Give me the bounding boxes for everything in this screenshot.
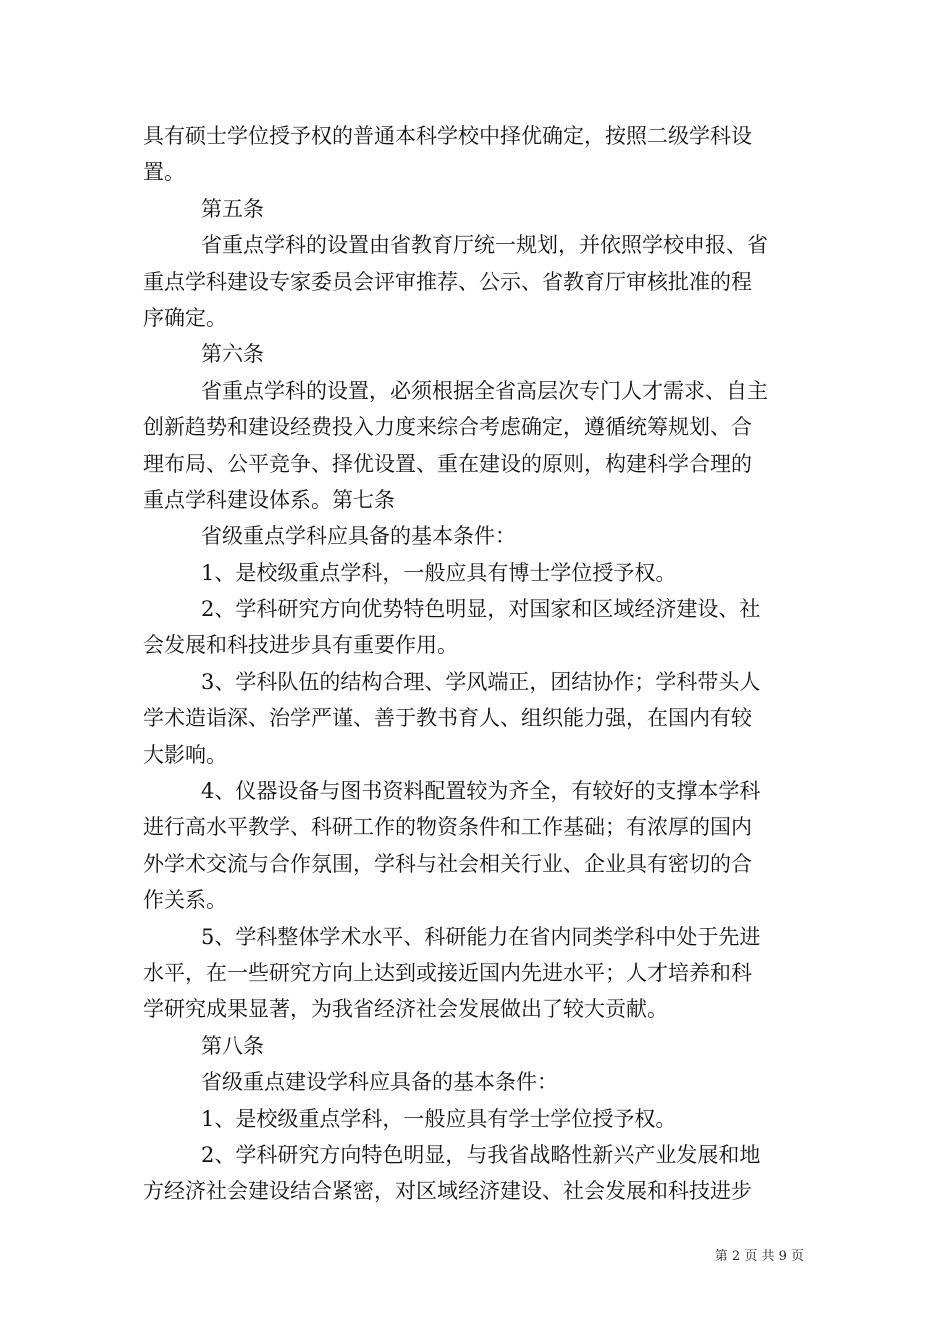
text-line: 省重点学科的设置由省教育厅统一规划，并依照学校申报、省 [201,233,768,258]
text-line: 大影响。 [143,742,227,767]
text-line: 省级重点学科应具备的基本条件： [201,524,516,549]
text-line: 省级重点建设学科应具备的基本条件： [201,1070,558,1095]
text-line: 2、学科研究方向优势特色明显，对国家和区域经济建设、社 [201,597,761,622]
text-line: 方经济社会建设结合紧密，对区域经济建设、社会发展和科技进步 [143,1179,752,1204]
text-line: 5、学科整体学术水平、科研能力在省内同类学科中处于先进 [201,924,761,949]
text-line: 重点学科建设专家委员会评审推荐、公示、省教育厅审核批准的程 [143,269,752,294]
text-line: 作关系。 [143,888,227,913]
text-line: 1、是校级重点学科，一般应具有博士学位授予权。 [201,560,677,585]
text-line: 第六条 [201,342,264,367]
text-line: 具有硕士学位授予权的普通本科学校中择优确定，按照二级学科设 [143,124,752,148]
text-line: 会发展和科技进步具有重要作用。 [143,633,458,658]
page-number: 第 2 页 共 9 页 [714,1249,804,1264]
text-line: 第八条 [201,1033,264,1058]
text-line: 理布局、公平竞争、择优设置、重在建设的原则，构建科学合理的 [143,451,752,476]
text-line: 重点学科建设体系。第七条 [143,487,395,512]
text-line: 第五条 [201,196,264,221]
text-line: 学研究成果显著，为我省经济社会发展做出了较大贡献。 [143,997,668,1022]
text-line: 省重点学科的设置，必须根据全省高层次专门人才需求、自主 [201,378,768,403]
text-line: 1、是校级重点学科，一般应具有学士学位授予权。 [201,1106,677,1131]
text-line: 置。 [143,160,185,185]
text-line: 4、仪器设备与图书资料配置较为齐全，有较好的支撑本学科 [201,779,761,804]
text-line: 进行高水平教学、科研工作的物资条件和工作基础；有浓厚的国内 [143,815,752,840]
document-body [143,118,813,1210]
text-line: 水平，在一些研究方向上达到或接近国内先进水平；人才培养和科 [143,960,752,985]
text-line: 序确定。 [143,305,227,330]
text-line: 创新趋势和建设经费投入力度来综合考虑确定，遵循统筹规划、合 [143,415,752,440]
text-line: 外学术交流与合作氛围，学科与社会相关行业、企业具有密切的合 [143,851,752,876]
text-line: 2、学科研究方向特色明显，与我省战略性新兴产业发展和地 [201,1142,761,1167]
text-line: 学术造诣深、治学严谨、善于教书育人、组织能力强，在国内有较 [143,706,752,731]
text-line: 3、学科队伍的结构合理、学风端正，团结协作；学科带头人 [201,669,761,694]
